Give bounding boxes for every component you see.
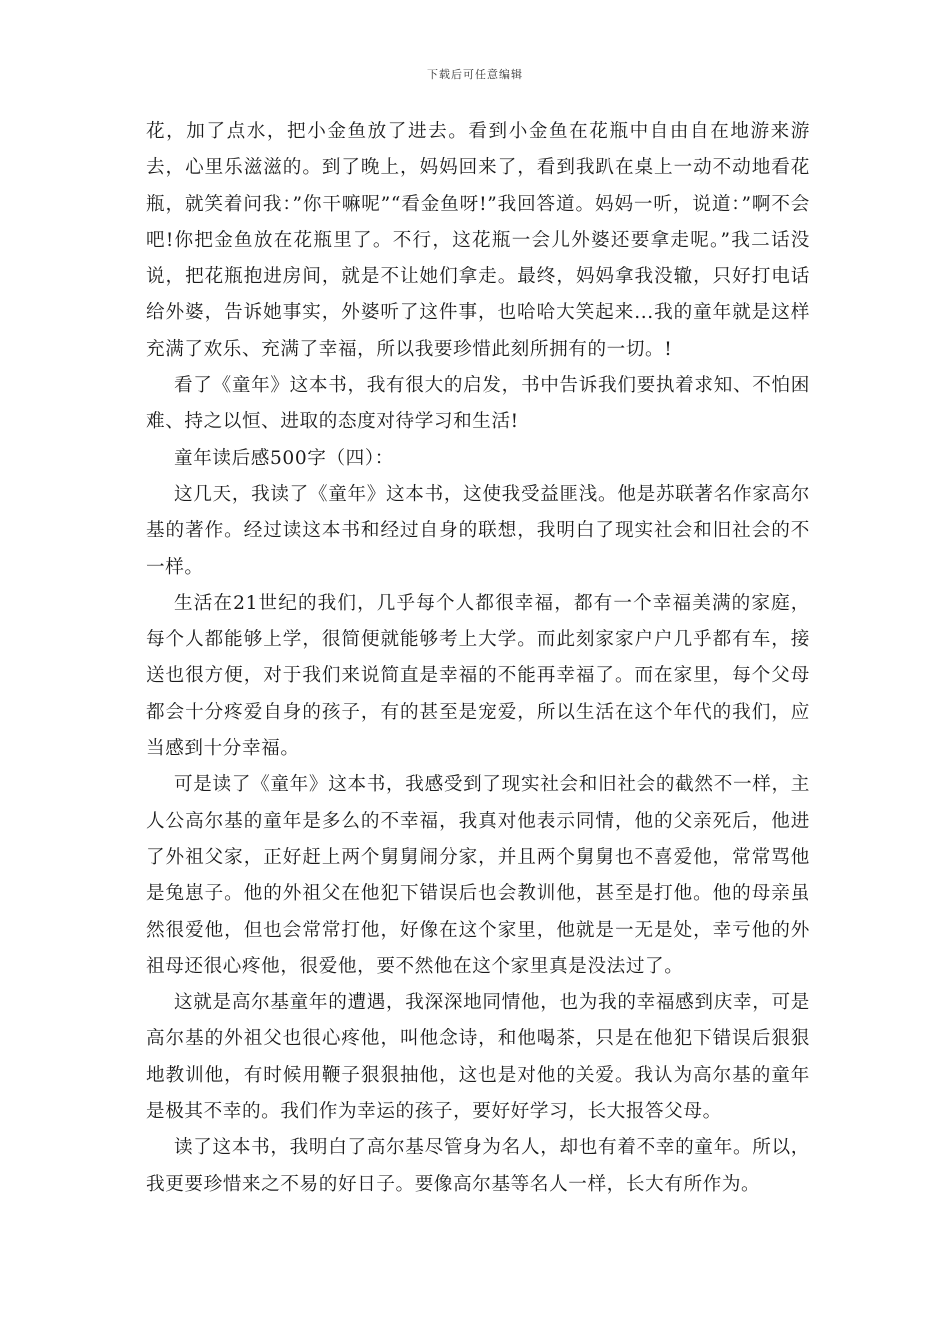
document-body <box>146 114 810 1203</box>
paragraph-gorky-childhood: 可是读了《童年》这本书，我感受到了现实社会和旧社会的截然不一样，主人公高尔基的童年是多么的不幸福，我真对他表示同情，他的父亲死后，他进了外祖父家，正好赶上两个舅舅闹分家，并且两个舅舅也不喜爱他，常常骂他是兔崽子。他的外祖父在他犯下错误后也会教训他，甚至是打他。他的母亲虽然很爱他，但也会常常打他，好像在这个家里，他就是一无是处，幸亏他的外祖母还很心疼他，很爱他，要不然他在这个家里真是没法过了。 <box>146 774 810 977</box>
paragraph-modern-life: 生活在21世纪的我们，几乎每个人都很幸福，都有一个幸福美满的家庭，每个人都能够上学，很简便就能够考上大学。而此刻家家户户几乎都有车，接送也很方便，对于我们来说简直是幸福的不能再幸福了。而在家里，每个父母都会十分疼爱自身的孩子，有的甚至是宠爱，所以生活在这个年代的我们，应当感到十分幸福。 <box>146 592 810 760</box>
page-header: 下载后可任意编辑 <box>427 68 523 81</box>
paragraph-conclusion: 读了这本书，我明白了高尔基尽管身为名人，却也有着不幸的童年。所以，我更要珍惜来之不易的好日子。要像高尔基等名人一样，长大有所作为。 <box>146 1137 810 1195</box>
section-heading: 童年读后感500字（四）： <box>174 447 394 469</box>
paragraph-intro: 这几天，我读了《童年》这本书，这使我受益匪浅。他是苏联著名作家高尔基的著作。经过读这本书和经过自身的联想，我明白了现实社会和旧社会的不一样。 <box>146 483 810 578</box>
paragraph-sympathy: 这就是高尔基童年的遭遇，我深深地同情他，也为我的幸福感到庆幸，可是高尔基的外祖父也很心疼他，叫他念诗，和他喝茶，只是在他犯下错误后狠狠地教训他，有时候用鞭子狠狠抽他，这也是对他的关爱。我认为高尔基的童年是极其不幸的。我们作为幸运的孩子，要好好学习，长大报答父母。 <box>146 992 810 1123</box>
paragraph-continuation: 花，加了点水，把小金鱼放了进去。看到小金鱼在花瓶中自由自在地游来游去，心里乐滋滋的。到了晚上，妈妈回来了，看到我趴在桌上一动不动地看花瓶，就笑着问我：”你干嘛呢”“看金鱼呀!”我回答道。妈妈一听，说道：”啊不会吧!你把金鱼放在花瓶里了。不行，这花瓶一会儿外婆还要拿走呢。”我二话没说，把花瓶抱进房间，就是不让她们拿走。最终，妈妈拿我没辙，只好打电话给外婆，告诉她事实，外婆听了这件事，也哈哈大笑起来...我的童年就是这样充满了欢乐、充满了幸福，所以我要珍惜此刻所拥有的一切。! <box>146 121 810 360</box>
paragraph-inspiration: 看了《童年》这本书，我有很大的启发，书中告诉我们要执着求知、不怕困难、持之以恒、进取的态度对待学习和生活! <box>146 375 810 433</box>
